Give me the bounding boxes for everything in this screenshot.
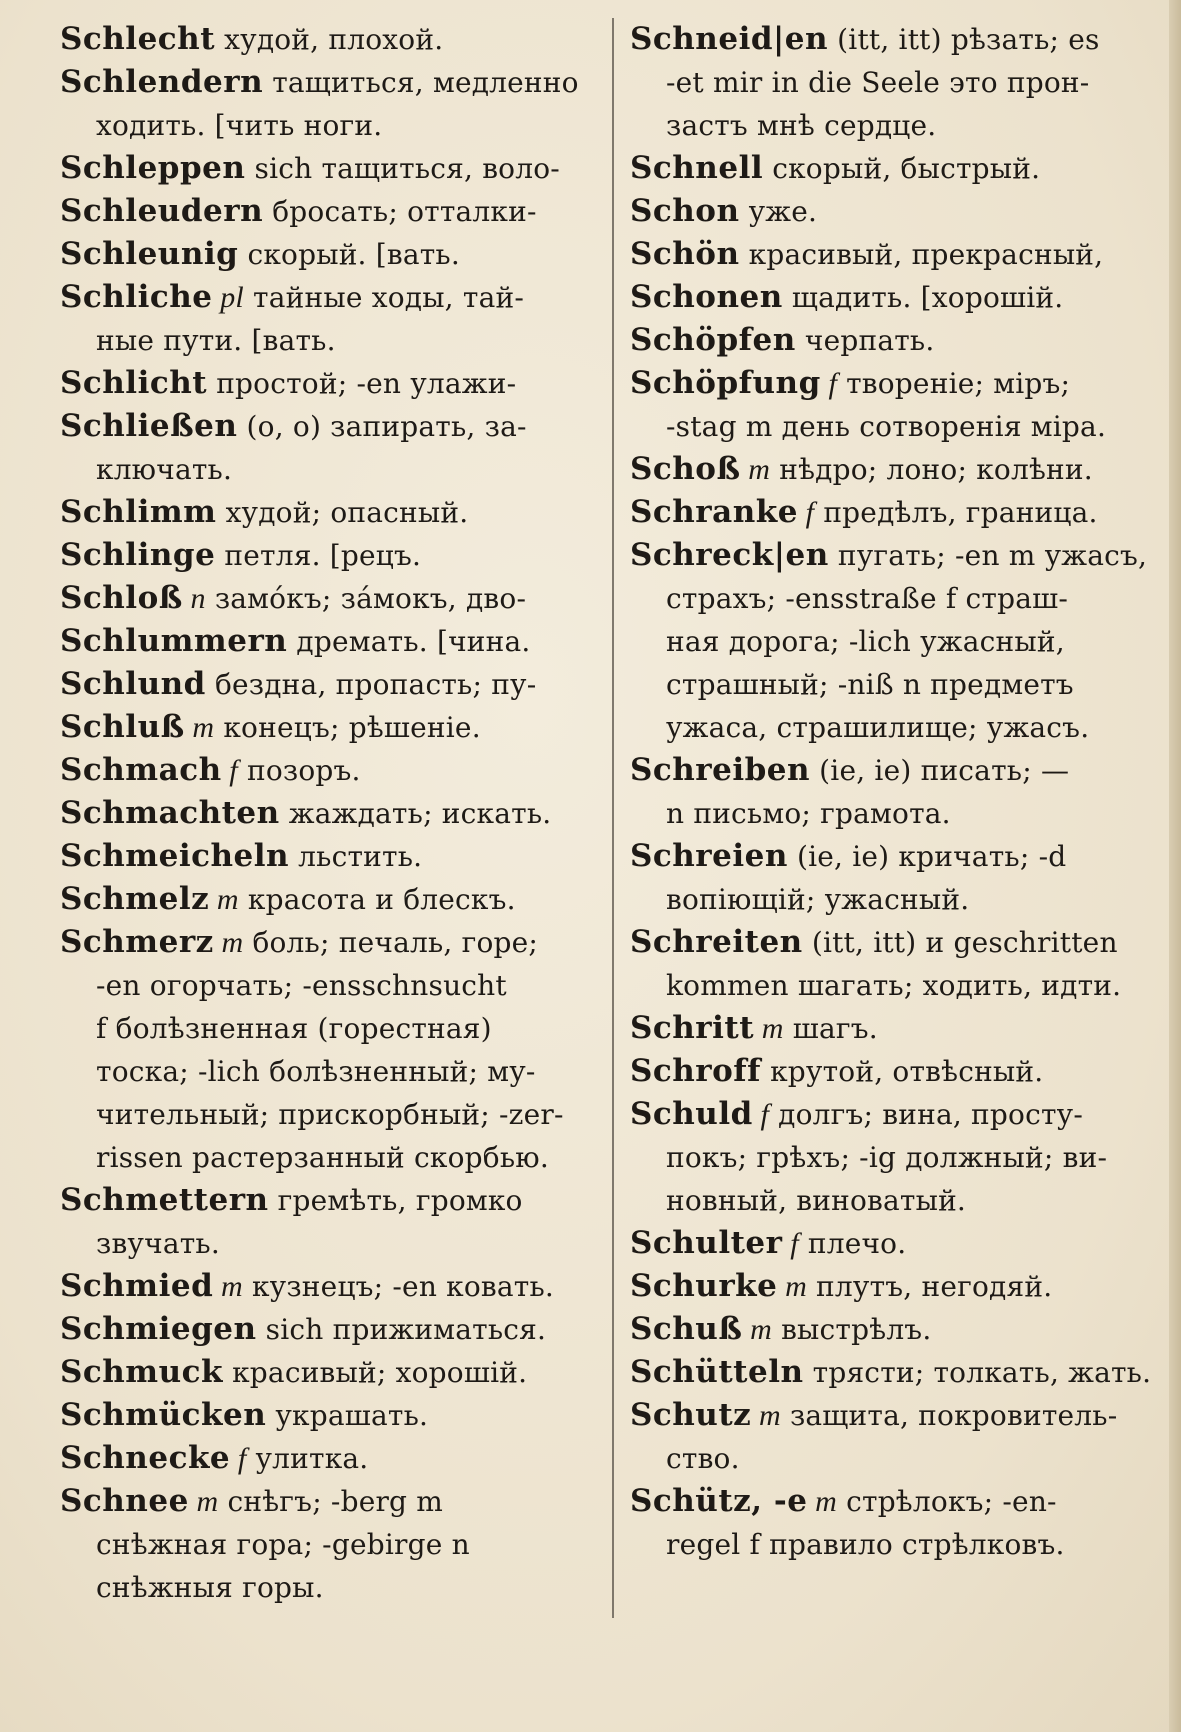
definition-text: простой; -en улажи- [207,367,517,400]
dictionary-entry [60,1351,600,1394]
definition-text: (ie, ie) писать; — [810,754,1070,787]
entry-first-line [630,276,1150,319]
headword: Schlecht [60,21,216,57]
headword: Schreiten [630,924,803,960]
entry-first-line [630,1093,1150,1136]
definition-text: ходить. [чить ноги. [96,109,383,142]
dictionary-entry [630,1480,1150,1566]
definition-text: черпать. [795,324,935,357]
definition-text: тоска; -lich болѣзненный; му- [96,1055,536,1088]
entry-first-line [630,835,1150,878]
definition-text: крутой, отвѣсный. [760,1055,1044,1088]
dictionary-entry [60,921,600,1179]
headword: Schnell [630,150,764,186]
entry-first-line [60,405,600,448]
headword: Schöpfen [630,322,796,358]
definition-text: позоръ. [237,754,361,787]
dictionary-entry [630,233,1150,276]
page-edge [1169,0,1181,1732]
dictionary-entry [630,749,1150,835]
headword: Schlund [60,666,206,702]
headword: Schöpfung [630,365,821,401]
left-column [60,18,600,1609]
entry-first-line [630,190,1150,233]
dictionary-entry [60,835,600,878]
headword: Schleunig [60,236,239,272]
definition-text: тащиться, медленно [263,66,579,99]
headword: Schmettern [60,1182,269,1218]
grammar-marker: m [807,1485,838,1518]
entry-first-line [60,276,600,319]
definition-text: плечо. [798,1227,907,1260]
entry-continuation-line [60,1523,600,1566]
dictionary-entry [60,61,600,147]
entry-continuation-line [60,319,600,362]
definition-text: трясти; толкать, жать. [803,1356,1152,1389]
grammar-marker: f [820,367,837,400]
entry-first-line [60,620,600,663]
definition-text: бездна, пропасть; пу- [205,668,537,701]
definition-text: красивый; хорошій. [223,1356,528,1389]
grammar-marker: m [213,926,244,959]
headword: Schreck|en [630,537,829,573]
entry-first-line [60,534,600,577]
definition-text: застъ мнѣ сердце. [666,109,937,142]
definition-text: снѣжная гора; -gebirge n [96,1528,470,1561]
definition-text: стрѣлокъ; -en- [837,1485,1057,1518]
definition-text: выстрѣлъ. [771,1313,932,1346]
definition-text: конецъ; рѣшеніе. [214,711,481,744]
entry-continuation-line [60,964,600,1007]
entry-first-line [630,1308,1150,1351]
definition-text: ная дорога; -lich ужасный, [666,625,1065,658]
entry-first-line [630,1394,1150,1437]
definition-text: снѣгъ; -berg m [218,1485,444,1518]
dictionary-entry [60,1394,600,1437]
entry-continuation-line [630,620,1150,663]
dictionary-entry [60,534,600,577]
headword: Schmachten [60,795,280,831]
definition-text: -stag m день сотворенія міра. [666,410,1107,443]
definition-text: -et mir in die Seele это прон- [666,66,1090,99]
entry-first-line [60,18,600,61]
definition-text: ные пути. [вать. [96,324,336,357]
entry-first-line [60,1437,600,1480]
dictionary-entry [630,1351,1150,1394]
dictionary-entry [60,1179,600,1265]
entry-continuation-line [630,61,1150,104]
headword: Schritt [630,1010,755,1046]
entry-continuation-line [630,878,1150,921]
dictionary-entry [630,921,1150,1007]
grammar-marker: f [752,1098,770,1131]
entry-continuation-line [60,1007,600,1050]
dictionary-entry [60,147,600,190]
definition-text: худой; опасный. [216,496,469,529]
definition-text: звучать. [96,1227,220,1260]
dictionary-entry [60,276,600,362]
definition-text: шагъ. [783,1012,878,1045]
definition-text: sich прижиматься. [256,1313,547,1346]
headword: Schütteln [630,1354,804,1390]
dictionary-entry [630,1308,1150,1351]
grammar-marker: n [182,582,206,615]
headword: Schließen [60,408,238,444]
headword: Schnee [60,1483,189,1519]
grammar-marker: m [742,1313,772,1346]
headword: Schulter [630,1225,783,1261]
definition-text: улитка. [246,1442,369,1475]
definition-text: красивый, прекрасный, [739,238,1104,271]
dictionary-entry [630,190,1150,233]
entry-continuation-line [60,1093,600,1136]
grammar-marker: m [184,711,215,744]
headword: Schütz, -e [630,1483,808,1519]
definition-text: f болѣзненная (горестная) [96,1012,492,1045]
entry-first-line [630,362,1150,405]
dictionary-entry [60,18,600,61]
entry-continuation-line [630,706,1150,749]
definition-text: тайные ходы, тай- [243,281,524,314]
headword: Schloß [60,580,183,616]
definition-text: вопіющій; ужасный. [666,883,970,916]
definition-text: красота и блескъ. [238,883,516,916]
headword: Schnecke [60,1440,231,1476]
entry-continuation-line [630,663,1150,706]
entry-first-line [60,663,600,706]
headword: Schlinge [60,537,216,573]
dictionary-entry [60,663,600,706]
headword: Schmuck [60,1354,223,1390]
definition-text: ство. [666,1442,740,1475]
entry-first-line [60,362,600,405]
entry-first-line [60,749,600,792]
definition-text: страшный; -niß n предметъ [666,668,1074,701]
entry-continuation-line [630,964,1150,1007]
dictionary-entry [630,448,1150,491]
entry-first-line [60,1394,600,1437]
headword: Schmach [60,752,222,788]
dictionary-entry [630,1222,1150,1265]
definition-text: жаждать; искать. [279,797,552,830]
headword: Schroff [630,1053,761,1089]
headword: Schreien [630,838,788,874]
definition-text: (itt, itt) рѣзать; es [828,23,1100,56]
entry-first-line [60,1480,600,1523]
right-column [630,18,1150,1566]
definition-text: kommen шагать; ходить, идти. [666,969,1122,1002]
headword: Schranke [630,494,798,530]
definition-text: гремѣть, громко [268,1184,523,1217]
headword: Schlummern [60,623,288,659]
definition-text: снѣжныя горы. [96,1571,324,1604]
entry-first-line [630,147,1150,190]
definition-text: плутъ, негодяй. [806,1270,1053,1303]
definition-text: ключать. [96,453,233,486]
entry-continuation-line [60,1222,600,1265]
entry-first-line [630,448,1150,491]
headword: Schurke [630,1268,778,1304]
definition-text: rissen растерзанный скорбью. [96,1141,549,1174]
entry-continuation-line [630,1437,1150,1480]
definition-text: петля. [рецъ. [215,539,422,572]
headword: Schlendern [60,64,264,100]
dictionary-entry [60,190,600,233]
entry-first-line [60,1308,600,1351]
grammar-marker: f [797,496,815,529]
dictionary-entry [60,233,600,276]
dictionary-entry [630,534,1150,749]
entry-first-line [630,1050,1150,1093]
definition-text: regel f правило стрѣлковъ. [666,1528,1065,1561]
entry-first-line [630,233,1150,276]
definition-text: нѣдро; лоно; колѣни. [770,453,1093,486]
entry-first-line [60,147,600,190]
dictionary-entry [630,362,1150,448]
entry-continuation-line [630,1523,1150,1566]
entry-first-line [630,921,1150,964]
entry-first-line [60,577,600,620]
entry-first-line [60,491,600,534]
headword: Schliche [60,279,213,315]
grammar-marker: pl [212,281,244,314]
headword: Schutz [630,1397,752,1433]
headword: Schleppen [60,150,246,186]
entry-first-line [630,1007,1150,1050]
definition-text: чительный; прискорбный; -zer- [96,1098,564,1131]
dictionary-entry [60,405,600,491]
dictionary-entry [630,1050,1150,1093]
grammar-marker: f [230,1442,247,1475]
dictionary-entry [60,706,600,749]
definition-text: уже. [739,195,818,228]
definition-text: льстить. [289,840,423,873]
entry-continuation-line [60,448,600,491]
entry-continuation-line [630,792,1150,835]
headword: Schluß [60,709,185,745]
headword: Schön [630,236,740,272]
dictionary-entry [630,1265,1150,1308]
headword: Schmied [60,1268,214,1304]
headword: Schon [630,193,740,229]
entry-continuation-line [630,405,1150,448]
definition-text: sich тащиться, воло- [245,152,560,185]
dictionary-entry [630,147,1150,190]
entry-first-line [630,1222,1150,1265]
headword: Schoß [630,451,741,487]
dictionary-entry [60,1480,600,1609]
grammar-marker: m [754,1012,784,1045]
definition-text: худой, плохой. [215,23,444,56]
dictionary-entry [60,1308,600,1351]
headword: Schmeicheln [60,838,290,874]
headword: Schreiben [630,752,811,788]
entry-first-line [60,233,600,276]
entry-first-line [60,921,600,964]
definition-text: (ie, ie) кричать; -d [787,840,1067,873]
entry-continuation-line [60,1136,600,1179]
entry-first-line [630,749,1150,792]
definition-text: предѣлъ, граница. [814,496,1098,529]
entry-first-line [60,835,600,878]
definition-text: щадить. [хорошій. [782,281,1064,314]
dictionary-entry [60,749,600,792]
definition-text: (o, o) запирать, за- [237,410,527,443]
definition-text: страхъ; -ensstraße f страш- [666,582,1068,615]
definition-text: -en огорчать; -ensschnsucht [96,969,507,1002]
entry-first-line [60,878,600,921]
dictionary-entry [60,620,600,663]
headword: Schuß [630,1311,743,1347]
headword: Schmiegen [60,1311,257,1347]
dictionary-entry [60,1437,600,1480]
dictionary-entry [60,491,600,534]
dictionary-entry [630,1394,1150,1480]
headword: Schonen [630,279,783,315]
definition-text: боль; печаль, горе; [243,926,539,959]
dictionary-entry [630,319,1150,362]
dictionary-entry [60,362,600,405]
grammar-marker: m [777,1270,807,1303]
definition-text: n письмо; грамота. [666,797,951,830]
entry-first-line [630,18,1150,61]
entry-first-line [60,61,600,104]
grammar-marker: f [782,1227,799,1260]
entry-continuation-line [60,1050,600,1093]
entry-continuation-line [60,1566,600,1609]
definition-text: покъ; грѣхъ; -ig должный; ви- [666,1141,1108,1174]
entry-first-line [60,1351,600,1394]
dictionary-entry [60,577,600,620]
entry-continuation-line [630,1179,1150,1222]
grammar-marker: m [188,1485,219,1518]
entry-first-line [630,1351,1150,1394]
entry-first-line [60,792,600,835]
definition-text: (itt, itt) и geschritten [802,926,1118,959]
entry-first-line [60,706,600,749]
headword: Schuld [630,1096,753,1132]
headword: Schmücken [60,1397,267,1433]
headword: Schneid|en [630,21,829,57]
entry-first-line [630,1265,1150,1308]
definition-text: новный, виноватый. [666,1184,967,1217]
dictionary-entry [60,792,600,835]
dictionary-entry [60,878,600,921]
dictionary-entry [630,1093,1150,1222]
dictionary-entry [630,835,1150,921]
definition-text: защита, покровитель- [780,1399,1118,1432]
entry-first-line [630,491,1150,534]
grammar-marker: m [740,453,771,486]
entry-first-line [630,319,1150,362]
entry-first-line [60,1179,600,1222]
grammar-marker: f [221,754,238,787]
definition-text: скорый, быстрый. [763,152,1041,185]
definition-text: пугать; -en m ужасъ, [828,539,1148,572]
dictionary-entry [630,1007,1150,1050]
definition-text: долгъ; вина, просту- [769,1098,1083,1131]
entry-first-line [60,1265,600,1308]
entry-continuation-line [630,1136,1150,1179]
definition-text: бросать; отталки- [263,195,537,228]
entry-first-line [630,1480,1150,1523]
dictionary-entry [630,18,1150,147]
headword: Schlimm [60,494,217,530]
definition-text: ужаса, страшилище; ужасъ. [666,711,1090,744]
entry-first-line [60,190,600,233]
dictionary-entry [630,276,1150,319]
dictionary-entry [630,491,1150,534]
headword: Schlicht [60,365,208,401]
definition-text: украшать. [266,1399,429,1432]
grammar-marker: m [751,1399,781,1432]
entry-continuation-line [630,104,1150,147]
column-divider [612,18,614,1618]
entry-continuation-line [60,104,600,147]
grammar-marker: m [213,1270,243,1303]
definition-text: скорый. [вать. [238,238,460,271]
definition-text: дремать. [чина. [287,625,531,658]
dictionary-entry [60,1265,600,1308]
entry-continuation-line [630,577,1150,620]
entry-first-line [630,534,1150,577]
definition-text: замо́къ; за́мокъ, дво- [205,582,527,615]
headword: Schleudern [60,193,264,229]
definition-text: твореніе; міръ; [837,367,1071,400]
headword: Schmelz [60,881,210,917]
definition-text: кузнецъ; -en ковать. [242,1270,555,1303]
grammar-marker: m [209,883,239,916]
headword: Schmerz [60,924,214,960]
